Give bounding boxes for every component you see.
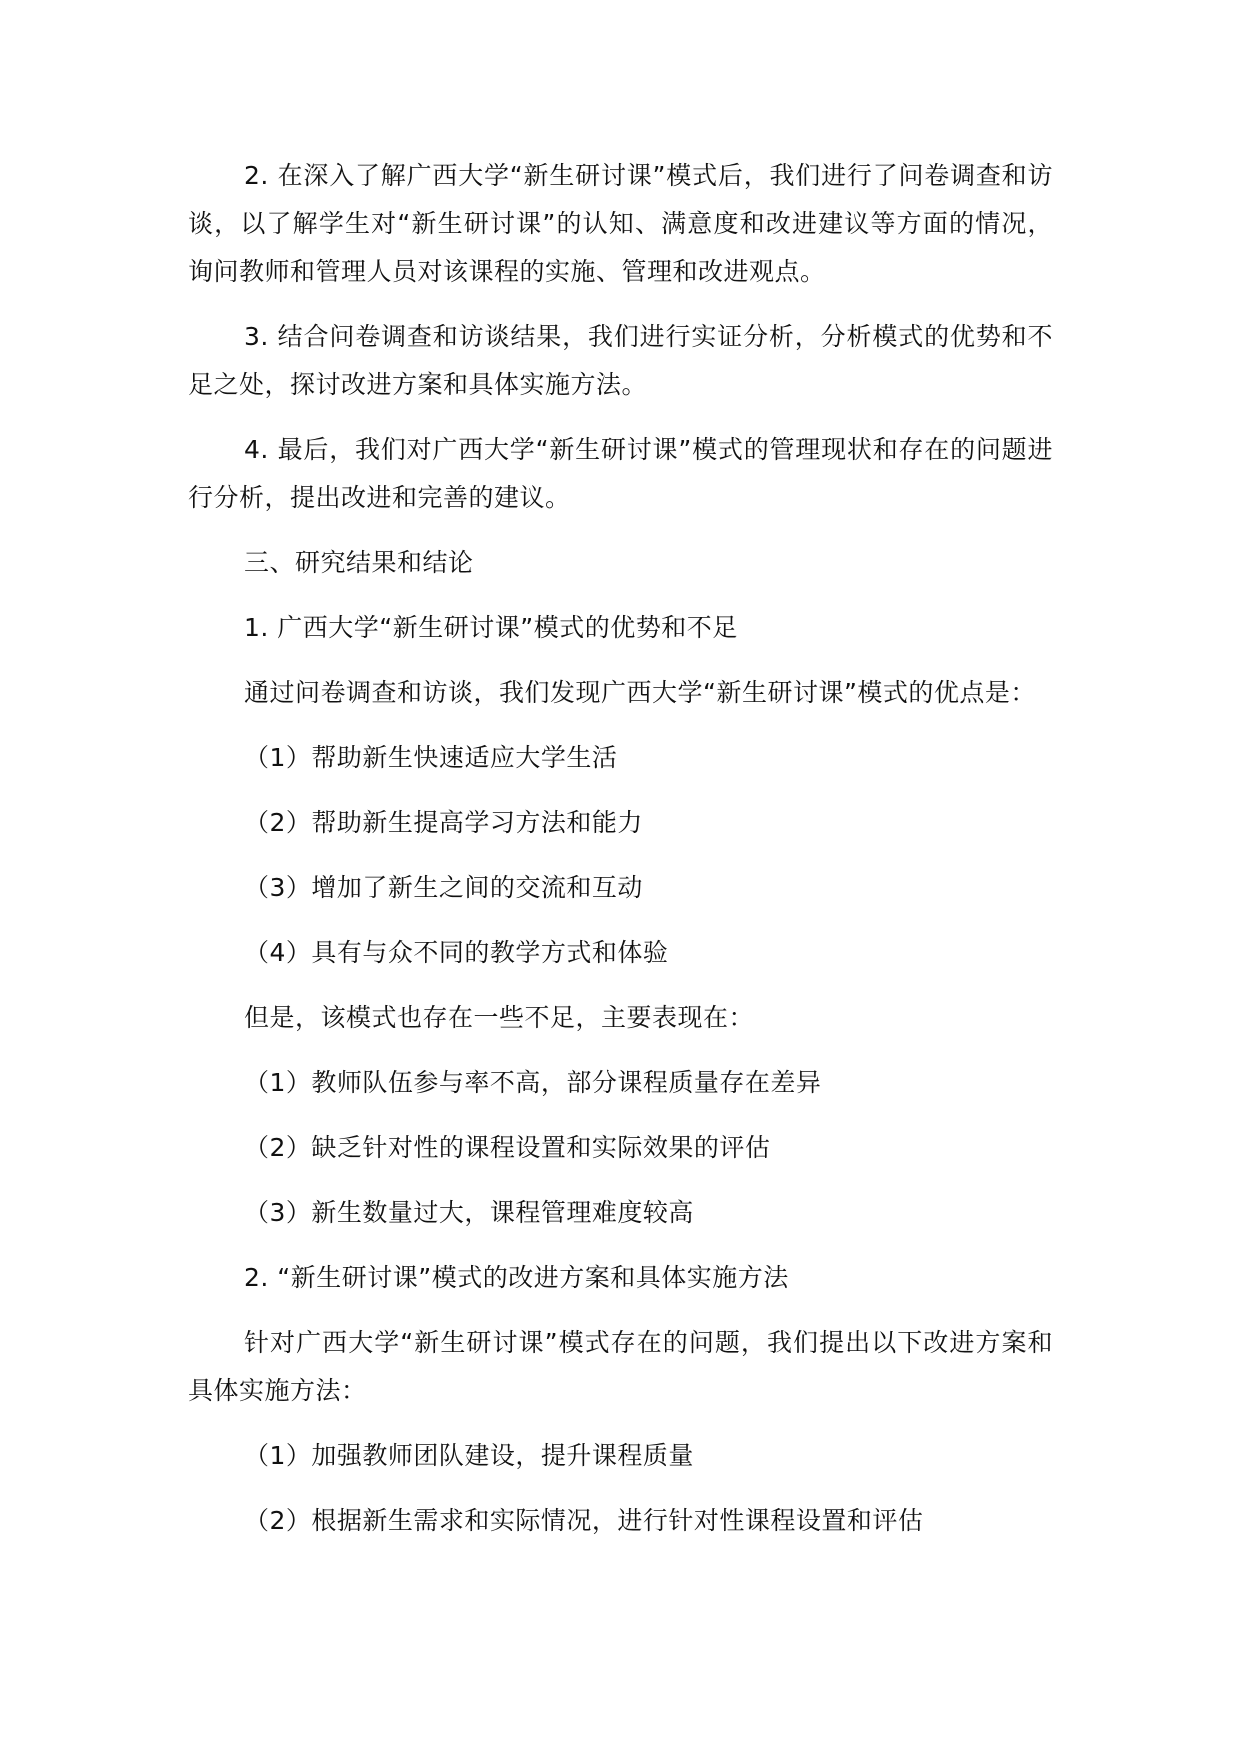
- paragraph-improvements-intro: 针对广西大学“新生研讨课”模式存在的问题，我们提出以下改进方案和具体实施方法：: [188, 1328, 1053, 1405]
- list-item-advantage-3: （3）增加了新生之间的交流和互动: [244, 873, 643, 902]
- paragraph-step-4: 4. 最后，我们对广西大学“新生研讨课”模式的管理现状和存在的问题进行分析，提出改进和完善的建议。: [188, 435, 1053, 512]
- list-item-advantage-4: （4）具有与众不同的教学方式和体验: [244, 938, 669, 967]
- paragraph-step-3: 3. 结合问卷调查和访谈结果，我们进行实证分析，分析模式的优势和不足之处，探讨改进方案和具体实施方法。: [188, 322, 1053, 399]
- paragraph-shortcomings-intro: 但是，该模式也存在一些不足，主要表现在：: [244, 1003, 755, 1032]
- list-item-advantage-1: （1）帮助新生快速适应大学生活: [244, 743, 618, 772]
- list-item-improvement-1: （1）加强教师团队建设，提升课程质量: [244, 1441, 694, 1470]
- subheading-improvements: 2. “新生研讨课”模式的改进方案和具体实施方法: [244, 1263, 789, 1292]
- list-item-shortcoming-1: （1）教师队伍参与率不高，部分课程质量存在差异: [244, 1068, 822, 1097]
- list-item-shortcoming-2: （2）缺乏针对性的课程设置和实际效果的评估: [244, 1133, 771, 1162]
- list-item-shortcoming-3: （3）新生数量过大，课程管理难度较高: [244, 1198, 694, 1227]
- list-item-advantage-2: （2）帮助新生提高学习方法和能力: [244, 808, 643, 837]
- subheading-advantages: 1. 广西大学“新生研讨课”模式的优势和不足: [244, 613, 738, 642]
- paragraph-step-2: 2. 在深入了解广西大学“新生研讨课”模式后，我们进行了问卷调查和访谈，以了解学生对“新生研讨课”的认知、满意度和改进建议等方面的情况，询问教师和管理人员对该课程的实施、管理和改进观点。: [188, 161, 1053, 286]
- section-heading-results: 三、研究结果和结论: [244, 548, 474, 577]
- paragraph-advantages-intro: 通过问卷调查和访谈，我们发现广西大学“新生研讨课”模式的优点是：: [244, 678, 1036, 707]
- list-item-improvement-2: （2）根据新生需求和实际情况，进行针对性课程设置和评估: [244, 1506, 924, 1535]
- document-body: [188, 152, 1053, 1562]
